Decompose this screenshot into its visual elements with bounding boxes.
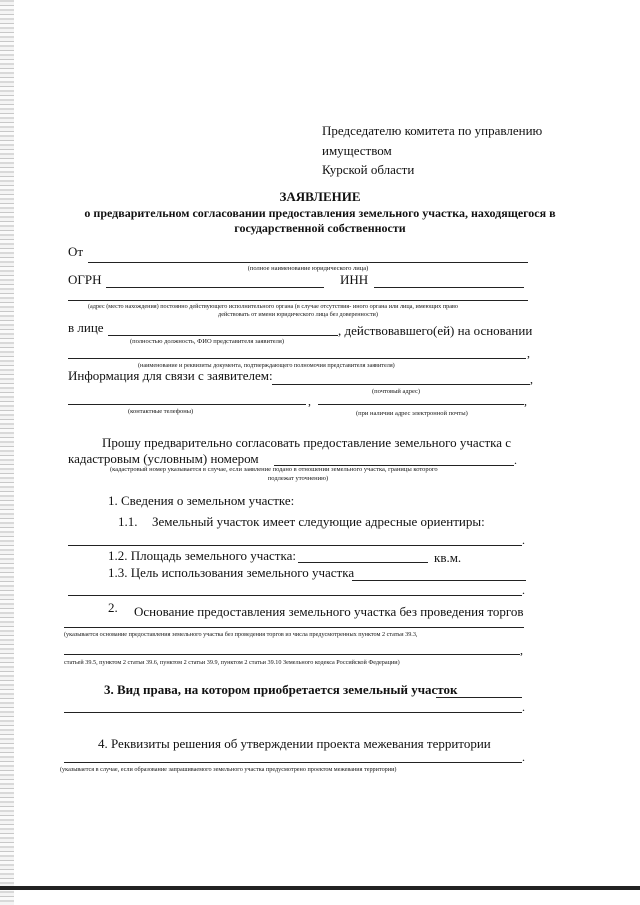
comma: . xyxy=(514,453,517,467)
postal-hint: (почтовый адрес) xyxy=(372,388,421,395)
email-field[interactable] xyxy=(318,404,524,405)
section-1-3-label: 1.3. Цель использования земельного участка xyxy=(108,565,355,580)
person-hint: (полностью должность, ФИО представителя заявителя) xyxy=(130,338,285,345)
comma: . xyxy=(522,533,525,547)
comma: . xyxy=(522,700,525,714)
contact-label: Информация для связи с заявителем: xyxy=(68,368,273,383)
email-hint: (при наличии адрес электронной почты) xyxy=(356,410,468,417)
phone-hint: (контактные телефоны) xyxy=(128,408,194,415)
address-hint-2: действовать от имени юридического лица без доверенности) xyxy=(218,311,378,318)
right-type-field-2[interactable] xyxy=(64,712,522,713)
from-label: От xyxy=(68,244,84,259)
section-2-number: 2. xyxy=(108,600,118,615)
request-hint-1: (кадастровый номер указывается в случае, если заявление подано в отношении земельного участка, границы которого xyxy=(110,466,438,473)
section-4-hint: (указывается в случае, если образование запрашиваемого земельного участка предусмотрено проектом межевания территории) xyxy=(60,766,397,773)
scan-bottom-edge xyxy=(0,886,640,890)
comma: . xyxy=(522,750,525,764)
address-landmarks-field[interactable] xyxy=(68,545,522,546)
addressee-line-3: Курской области xyxy=(322,162,415,177)
person-field[interactable] xyxy=(108,335,338,336)
survey-decision-field[interactable] xyxy=(64,762,522,763)
from-field[interactable] xyxy=(88,262,528,263)
acting-label: , действовавшего(ей) на основании xyxy=(338,323,533,338)
basis-field-1[interactable] xyxy=(64,627,524,628)
section-3-text: 3. Вид права, на котором приобретается земельный участок xyxy=(104,682,458,697)
section-1-title: 1. Сведения о земельном участке: xyxy=(108,493,295,508)
from-hint: (полное наименование юридического лица) xyxy=(247,265,369,272)
person-label: в лице xyxy=(68,320,104,335)
right-type-field-1[interactable] xyxy=(436,697,522,698)
document-subtitle-2: государственной собственности xyxy=(234,221,406,235)
area-unit: кв.м. xyxy=(434,550,462,565)
addressee-line-1: Председателю комитета по управлению xyxy=(322,123,543,138)
section-2-text: Основание предоставления земельного участка без проведения торгов xyxy=(134,604,524,619)
area-field[interactable] xyxy=(298,562,428,563)
comma: , xyxy=(524,394,527,408)
address-field[interactable] xyxy=(68,300,528,301)
addressee-line-2: имуществом xyxy=(322,143,392,158)
comma: , xyxy=(308,394,311,408)
document-hint: (наименование и реквизиты документа, подтверждающего полномочия представителя заявителя) xyxy=(138,362,395,369)
request-text-2: кадастровым (условным) номером xyxy=(68,451,259,466)
section-4-text: 4. Реквизиты решения об утверждении проекта межевания территории xyxy=(98,736,491,751)
section-2-hint-1: (указывается основание предоставления земельного участка без проведения торгов из числа предусмотренных пунктом 2 статьи 39.3, xyxy=(64,631,418,638)
section-2-hint-2: статьей 39.5, пунктом 2 статьи 39.6, пунктом 2 статьи 39.9, пунктом 2 статьи 39.10 Земельного кодекса Российской Федерации) xyxy=(64,659,400,666)
inn-label: ИНН xyxy=(340,272,369,287)
phone-field[interactable] xyxy=(68,404,306,405)
section-1-1-text: Земельный участок имеет следующие адресные ориентиры: xyxy=(152,514,485,529)
purpose-field-2[interactable] xyxy=(68,595,522,596)
request-text-1: Прошу предварительно согласовать предоставление земельного участка с xyxy=(102,435,512,450)
authority-document-field[interactable] xyxy=(68,358,526,359)
request-hint-2: подлежат уточнению) xyxy=(267,475,329,482)
ogrn-field[interactable] xyxy=(106,287,324,288)
comma: , xyxy=(520,643,523,657)
section-1-2-label: 1.2. Площадь земельного участка: xyxy=(108,548,296,563)
postal-address-field[interactable] xyxy=(272,384,530,385)
ogrn-label: ОГРН xyxy=(68,272,102,287)
scan-edge xyxy=(0,0,14,905)
comma: , xyxy=(527,346,530,360)
basis-field-2[interactable] xyxy=(64,654,520,655)
inn-field[interactable] xyxy=(374,287,524,288)
comma: . xyxy=(522,583,525,597)
section-1-1-number: 1.1. xyxy=(118,514,138,529)
document-subtitle-1: о предварительном согласовании предоставления земельного участка, находящегося в xyxy=(84,206,556,220)
comma: , xyxy=(530,372,533,386)
purpose-field-1[interactable] xyxy=(352,580,526,581)
document-title: ЗАЯВЛЕНИЕ xyxy=(279,189,361,204)
address-hint-1: (адрес (место нахождения) постоянно действующего исполнительного органа (в случае отсутствия- иного органа или лица, имеющих право xyxy=(88,303,458,310)
